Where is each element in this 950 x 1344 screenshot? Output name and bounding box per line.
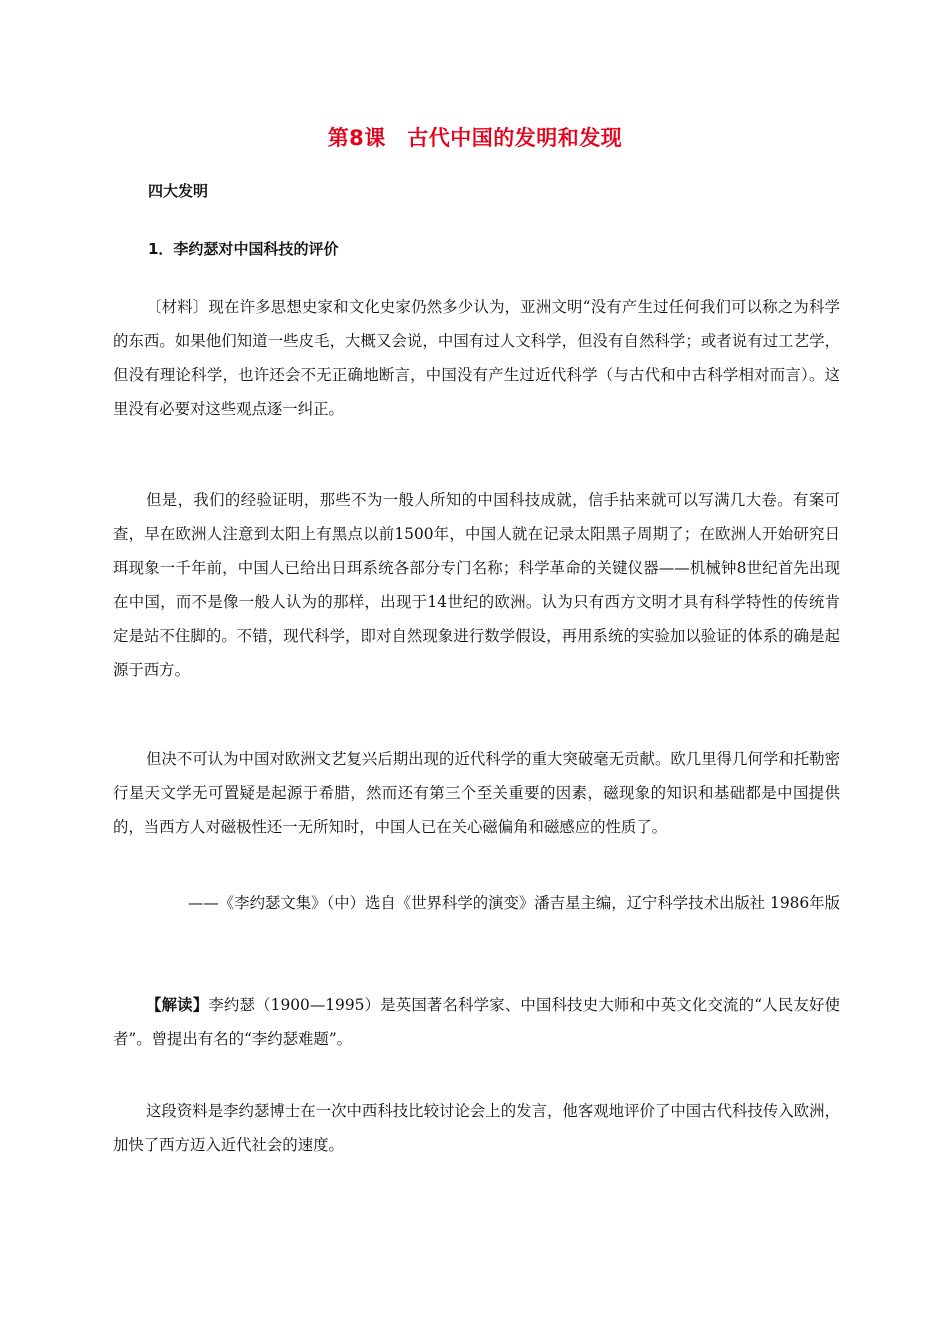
interpretation-note [113, 988, 840, 1056]
material-paragraph-3: 但决不可认为中国对欧洲文艺复兴后期出现的近代科学的重大突破毫无贡献。欧几里得几何学和托勒密行星天文学无可置疑是起源于希腊，然而还有第三个至关重要的因素，磁现象的知识和基础都是中国提供的，当西方人对磁极性还一无所知时，中国人已在关心磁偏角和磁感应的性质了。 [113, 750, 840, 836]
source-citation: ——《李约瑟文集》（中）选自《世界科学的演变》潘吉星主编，辽宁科学技术出版社 1986年版 [188, 894, 840, 912]
interpretation-text: 李约瑟（1900—1995）是英国著名科学家、中国科技史大师和中英文化交流的“人民友好使者”。曾提出有名的“李约瑟难题”。 [113, 996, 840, 1048]
page-title: 第8课 古代中国的发明和发现 [327, 126, 623, 150]
closing-paragraph: 这段资料是李约瑟博士在一次中西科技比较讨论会上的发言，他客观地评价了中国古代科技传入欧洲，加快了西方迈入近代社会的速度。 [113, 1102, 840, 1154]
material-paragraph-2: 但是，我们的经验证明，那些不为一般人所知的中国科技成就，信手拈来就可以写满几大卷。有案可查，早在欧洲人注意到太阳上有黑点以前1500年，中国人就在记录太阳黑子周期了；在欧洲人开始研究日珥现象一千年前，中国人已给出日珥系统各部分专门名称；科学革命的关键仪器——机械钟8世纪首先出现在中国，而不是像一般人认为的那样，出现于14世纪的欧洲。认为只有西方文明才具有科学特性的传统肯定是站不住脚的。不错，现代科学，即对自然现象进行数学假设，再用系统的实验加以验证的体系的确是起源于西方。 [113, 491, 840, 679]
interpretation-tag: 【解读】 [146, 996, 209, 1014]
section-heading: 四大发明 [148, 182, 209, 200]
sub-heading: 1．李约瑟对中国科技的评价 [148, 240, 339, 258]
material-paragraph-1: 〔材料〕现在许多思想史家和文化史家仍然多少认为，亚洲文明“没有产生过任何我们可以称之为科学的东西。如果他们知道一些皮毛，大概又会说，中国有过人文科学，但没有自然科学；或者说有过工艺学，但没有理论科学，也许还会不无正确地断言，中国没有产生过近代科学（与古代和中古科学相对而言）。这里没有必要对这些观点逐一纠正。 [113, 298, 840, 418]
